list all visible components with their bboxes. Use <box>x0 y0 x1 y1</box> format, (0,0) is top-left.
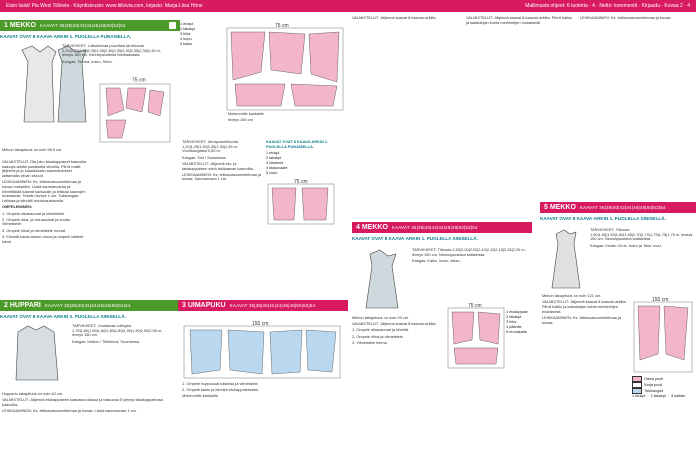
section-title: 4 MEKKO <box>356 224 388 231</box>
right-page-col-b: VALMISTELUT: Jäljennä kaavat 8 kaavan-arkilta. Piirrä halkio ja kaitalahjan kohta merkintöjen mukaisesti. <box>466 15 573 25</box>
continuation-col-1: TARVIKKEET: Uimapukutrikoota 1,20|1,25|1,30|1,35|1,40|1,45 m. Vuorikangasta 0,50 m. Kangas: Sini / Suomessa. VALMISTELUT: Jäljennä etu- ja takakappaleen sekä tukikaavan kaavoilta. LEIKKAAMINEN: Ks. leikkaussuunnitelmaa ja kuvaa. Saumanvara 1 cm. <box>182 139 261 182</box>
width-dimension: 75 cm <box>132 77 146 84</box>
section-subtitle: KAAVAT OVAT 8 KAAVA-ARKIN 1. PUOLELLA SINISELLÄ. <box>540 216 666 221</box>
step-3: 3. Ompele hihat ja viimeistele reunat. <box>2 227 67 233</box>
cutting-layout-3 <box>266 176 336 226</box>
sewing-block-2: 1. Ompele huppuosat toisiinsa ja viimeistele. 2. Ompele tasku ja kiinnitä etukappaleeseen. Molemmille kankaille <box>182 381 260 399</box>
legend-item: 2 takakpl <box>180 27 196 31</box>
instructions-block-2: Hupparin takapituus on noin 62 cm. VALMISTELUT: Jäljennä etukappaleen kaavasta alaosa ja taskuosa 5 ylempi takakappaleosa kaavoilla. LEIKKAAMINEN: Ks. leikkaussuunnitelmaa ja kuvaa. Lisää saumanvara 1 cm. <box>2 391 163 414</box>
instructions-block-5: Mekon takapituus on noin 121 cm. VALMISTELUT: Jäljennä kaavat 8 kaavan-arkilta. Piirrä halkio ja kaitalahjan kohta merkintöjen mukaisesti. LEIKKAAMINEN: Ks. leikkaussuunnitelmaa ja kuvaa. <box>542 293 627 325</box>
level-icons <box>169 22 176 29</box>
sewing-heading: OMPELEMINEN: <box>2 204 33 210</box>
dress-illustration-5 <box>542 228 590 292</box>
materials-block-4: TARVIKKEET: Trikoota 2,00|2,00|2,00|2,10|2,10|2,15|2,15|2,20 m, leveys 150 cm. Neulosjoustava kaitaleista. Kangas: Kaiko, kuvio, lakso. <box>412 247 526 263</box>
instructions-col-1a <box>2 160 88 246</box>
step-2: 2. Ompele olka- ja sivusaumat ja sovita. Viimeistele. <box>2 216 71 227</box>
legend-item: 1 etukpl <box>180 22 194 26</box>
section-title-bar <box>178 300 348 311</box>
step-1: 1. Ompele olkasaumat ja viimeistele. <box>2 210 66 216</box>
svg-text:75 cm: 75 cm <box>468 303 482 309</box>
section-subtitle: KAAVAT OVAT 8 KAAVA-ARKIN 2. PUOLELLA SINISELLÄ. <box>0 314 126 319</box>
section-mekko-4 <box>352 222 532 242</box>
section-huppari-2 <box>0 300 180 320</box>
page-header-right: Mallimusta ohjeet: 6 tuotetta · 4 · Netto: kommentit · Kirjaudu · Kuvaa 2 · 4 <box>348 0 696 12</box>
section-mekko-5 <box>540 202 696 222</box>
section-title: 5 MEKKO <box>544 204 576 211</box>
materials-block-5: TARVIKKEET: Trikoota 1,50|1,50|1,50|1,60|1,65|1,70|1,70|1,75|1,75|1,75 m, leveys 150 cm. Neulosjoustava kaitaleista. Kangas: Kesän Cirus, koivu ja 'Muu' muu. <box>590 227 693 248</box>
cutting-layout-1 <box>98 77 172 144</box>
cutting-layout-1b <box>225 22 345 112</box>
legend-item: 4 hupu <box>180 37 192 41</box>
section-title-bar <box>0 300 180 311</box>
size-codes: KAAVAT 36|38|40|42|44|46|48|50|52|54 <box>579 205 666 210</box>
svg-text:150 cm: 150 cm <box>252 321 269 327</box>
hoodie-illustration <box>2 322 72 390</box>
section-uimapuku-3 <box>178 300 348 311</box>
note-block-1 <box>2 148 174 154</box>
cutting-layout-2 <box>182 320 342 380</box>
difficulty-icon <box>169 22 176 29</box>
section-subtitle: KAAVAT OVAT 8 KAAVA-ARKIN 1. PUOLELLA SINISELLÄ. <box>352 236 478 241</box>
section-title: 3 UIMAPUKU <box>182 302 226 309</box>
svg-text:75 cm: 75 cm <box>275 23 289 29</box>
size-codes: KAAVAT 36|38|40|42|44|46|48|50|52|54 <box>229 303 316 308</box>
right-page-col-c: LEIKKAAMINEN: Ks. leikkaussuunnitelmaa ja kuvaa. <box>580 15 672 20</box>
continuation-col-2: KAAVAT OVAT 8 KAAVA-ARKIN 1. PUOLELLA PUNAISELLA. 1 etukpl 2 takakpl 3 olkaimet 4 taskuvaate 5 vuori 75 cm <box>266 140 344 231</box>
step-4: 4. Kiinnitä kaula-aukon reuna ja ompele taitteet kiinni. <box>2 233 84 244</box>
pattern-legend-1 <box>180 22 220 47</box>
legend-item: 5 tasku <box>180 42 193 46</box>
section-title: 2 HUPPARI <box>4 302 41 309</box>
section-title-bar <box>540 202 696 213</box>
legend-item: 3 hiha <box>180 32 191 36</box>
page-header-left: Etsin lisää! Pia Wesi Tiiliovia · Käyntisivusto: www.tiiliovia.com, kirjasto: Marja-Liisa Höne <box>0 0 348 12</box>
layout-note-1: Molemmille kankaille leveys 150 cm <box>228 111 264 123</box>
pattern-legend-5: Oikea puoli Nurja puoli Tukikangas 1 etukpl · 2 takakpl · 3 kaitale <box>632 376 686 398</box>
instructions-block-4: Mekon takapituus on noin 93 cm. VALMISTELUT: Jäljennä kaavat 8 kaavan-arkilla. 1. Ompele olkasaumat ja kiinnitä. 2. Ompele hihat ja viimeistele. 3. Viimeistele helma. <box>352 315 437 345</box>
materials-block-1 <box>62 44 172 66</box>
section-title: 1 MEKKO <box>4 22 36 29</box>
preparation-text: VALMISTELUT: Ota joko takakappaleet kaavoilla kaavoja arkilla punaisella viivoilla. Piirrä mallit, jäljennä ja jo kaavaosaan saumatulokset laittamalla viivan sivuun. <box>2 159 87 179</box>
section-mekko-1 <box>0 20 180 40</box>
materials-text: TARVIKKEET: Lotkokiovaa puuvillaa tai trikoota 2,20|2,25|2,25|2,35|2,35|2,35|2,35|2,35|2,35|2,35|2,40 m, leveys 150 cm. Kiinnitystuhtelia liimikaavasta. <box>62 43 161 58</box>
fabric-text: Kangas: Tirema, koivu, Sees. <box>62 58 113 64</box>
cutting-text: LEIKKAAMINEN: Ks. leikkaussuunnitelmaa ja kuvaa mukaillen. Lisää saumanvaraa ja kiinnittäkää kaavat kankaalle ja leikkaa kaavojen mukaisesti. Tekstin leveys 1 cm. Tukikangas: Leikkaa ja kiinnitä muokkaustavalla. <box>2 179 86 204</box>
pattern-legend-3: 1 etukpl 2 takakpl 3 olkaimet 4 taskuvaate 5 vuori <box>266 150 288 175</box>
dress-illustration-4 <box>352 248 412 312</box>
right-page-col-a: VALMISTELUT: Jäljennä kaavat 8 kaavan-arkilla. <box>352 15 437 20</box>
size-codes: KAAVAT 36|38|40|42|44|46|48|50|52|54 <box>39 23 126 28</box>
svg-text:75 cm: 75 cm <box>294 178 308 185</box>
section-title-bar <box>352 222 532 233</box>
section-title-bar <box>0 20 180 31</box>
cutting-layout-5 <box>632 294 694 374</box>
size-codes: KAAVAT 36|38|40|42|44|46|48|50|52|54 <box>391 225 478 230</box>
svg-text:150 cm: 150 cm <box>652 297 669 303</box>
cutting-layout-4 <box>446 300 506 370</box>
pattern-legend-4: 1 etukappale 2 takakpl 3 hiha 4 pääntie 5 reunakaita <box>506 310 528 334</box>
size-codes: KAAVAT 36|38|40|42|44|46|48|50|52|54 <box>44 303 131 308</box>
materials-block-2: TARVIKKEET: Joustavaa collegea 1,75|1,80|1,80|1,80|1,80|1,80|1,90|1,90|2,00|2,05 m, leveys 150 cm. Kangas: Mallon / Tiirikkova, Suomessa. <box>72 323 163 344</box>
length-note: Mekon takapituus on noin 98,5 cm. <box>2 147 63 152</box>
section-subtitle: KAAVAT OVAT 8 KAAVA-ARKIN 1. PUOLELLA PUNAISELLA. <box>0 34 132 39</box>
